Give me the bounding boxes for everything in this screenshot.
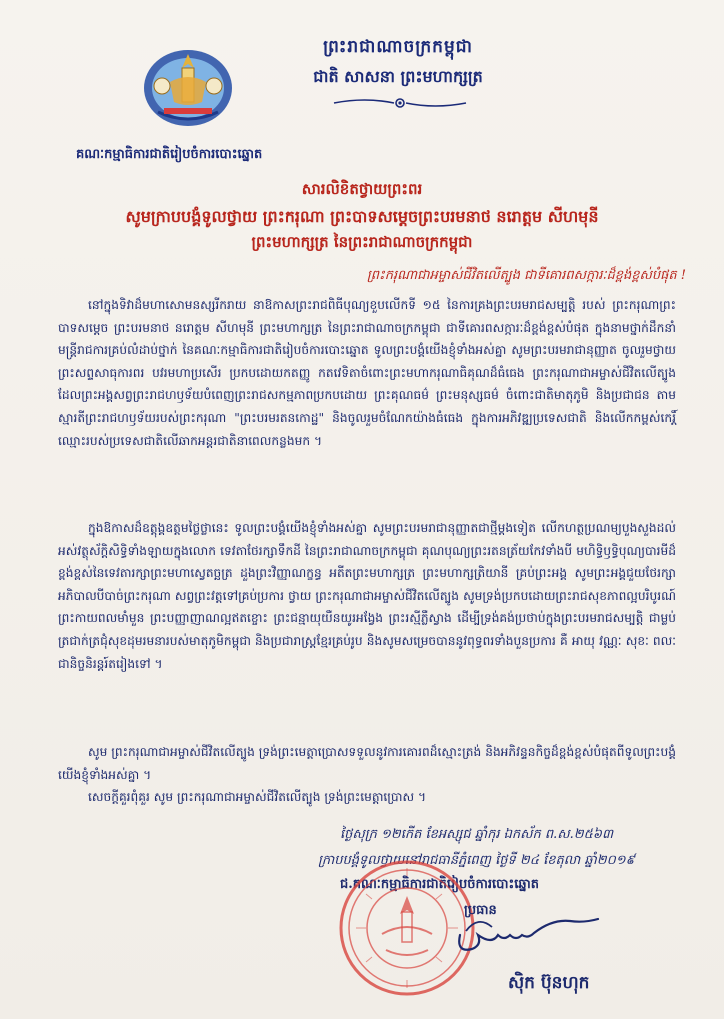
paragraph-2: [58, 517, 676, 675]
handwritten-signature-icon: [452, 905, 602, 965]
royal-emblem-icon: [140, 42, 236, 128]
paragraph-4-text: សេចក្តីគួរពុំគួរ សូម ព្រះករុណាជាអម្ចាស់ជីវិតលើត្បូង ទ្រង់ព្រះមេត្តាប្រោស ។: [88, 790, 427, 804]
letter-title: សារលិខិតថ្វាយព្រះពរ: [301, 180, 423, 198]
paragraph-4: [58, 786, 676, 809]
lunar-date: ថ្ងៃសុក្រ ១២កើត ខែអស្សុជ ឆ្នាំកុរ ឯកស័ក ព.ស.២៥៦៣: [340, 827, 614, 842]
place-and-date: ក្រាបបង្គំទូលថ្វាយនៅរាជធានីភ្នំពេញ ថ្ងៃទី ២៤ ខែតុលា ឆ្នាំ២០១៩: [318, 853, 635, 868]
paragraph-2-text: ក្នុងឱកាសដ៏ឧត្តុង្គឧត្តមថ្លៃថ្លានេះ ទូលព្រះបង្គំយើងខ្ញុំទាំងអស់គ្នា សូមព្រះបរមរាជានុញ្ញាតជាថ្មីម្តងទៀត លើកហត្ថប្រណម្យបួងសួងដល់អស់វត្ថុស័ក្តិសិទ្ធិទាំងឡាយក្នុងលោក ទេវតាថែរក្សាទឹកដី នៃព្រះរាជាណាចក្រកម្ពុជា គុណបុណ្យព្រះរតនត្រ័យកែវទាំងបី មហិទ្ធិឫទ្ធិបុណ្យបារមីដ៏ខ្ពង់ខ្ពស់នៃទេវតារក្សាព្រះមហាស្វេតច្ឆត្រ ដួងព្រះវិញ្ញាណក្ខន្ធ អតីតព្រះមហាក្សត្រ ព្រះមហាក្សត្រិយានី គ្រប់ព្រះអង្គ សូមព្រះអង្គជួយថែរក្សាអភិបាលបីបាច់ព្រះករុណា សព្វព្រះវត្តទៅគ្រប់ប្រការ ថ្វាយ ព្រះករុណាជាអម្ចាស់ជីវិតលើត្បូង សូមទ្រង់ប្រកបដោយព្រះរាជសុខភាពល្អបរិបូរណ៍ ព្រះកាយពលមាំមួន ព្រះបញ្ញាញាណល្អឥតខ្ចោះ ព្រះជន្មាយុយឺនយូរអង្វែង ព្រះរស្មីភ្លឺស្វាង ដើម្បីទ្រង់គង់ប្រថាប់ក្នុងព្រះបរមរាជសម្បត្តិ ជាម្លប់ត្រជាក់ត្រជុំសុខដុមរមនារបស់មាតុភូមិកម្ពុជា និងប្រជារាស្ត្រខ្មែរគ្រប់រូប និងសូមសម្រេចបាននូវពុទ្ធពរទាំងបួនប្រការ គឺ អាយុ វណ្ណៈ សុខៈ ពលៈ ជានិច្ចនិរន្តរ៍តរៀងទៅ ។: [58, 521, 676, 671]
paragraph-1-text: នៅក្នុងទិវាដ៏មហាសោមនស្សរីករាយ នាឱកាសព្រះរាជពិធីបុណ្យខួបលើកទី ១៥ នៃការគ្រងព្រះបរមរាជសម្បត្តិ របស់ ព្រះករុណាព្រះបាទសម្តេច ព្រះបរមនាថ នរោត្តម សីហមុនី ព្រះមហាក្សត្រ នៃព្រះរាជាណាចក្រកម្ពុជា ជាទីគោរពសក្ការៈដ៏ខ្ពង់ខ្ពស់បំផុត ក្នុងនាមថ្នាក់ដឹកនាំ មន្ត្រីរាជការគ្រប់លំដាប់ថ្នាក់ នៃគណៈកម្មាធិការជាតិរៀបចំការបោះឆ្នោត ទូលព្រះបង្គំយើងខ្ញុំទាំងអស់គ្នា សូមព្រះបរមរាជានុញ្ញាត ចូលរួមថ្វាយព្រះសព្ទសាធុការពរ បវរមហាប្រសើរ ប្រកបដោយកតញ្ញូ កតវេទិតាចំពោះព្រះមហាករុណាធិគុណដ៏ធំធេង ព្រះករុណាជាអម្ចាស់ជីវិតលើត្បូង ដែលព្រះអង្គសព្វព្រះរាជហឫទ័យបំពេញព្រះរាជសកម្មភាពប្រកបដោយ ព្រះគុណធម៌ ព្រះមនុស្សធម៌ ចំពោះជាតិមាតុភូមិ និងប្រជាជន តាមស្មារតីព្រះរាជហឫទ័យរបស់ព្រះករុណា "ព្រះបរមរតនកោដ្ឋ" និងចូលរួមចំណែកយ៉ាងធំធេង ក្នុងការអភិវឌ្ឍប្រទេសជាតិ និងលើកកម្ពស់កេរ្តិ៍ឈ្មោះរបស់ប្រទេសជាតិលើឆាកអន្តរជាតិនាពេលកន្លងមក ។: [58, 298, 676, 448]
header-ornament-icon: [330, 96, 470, 110]
letter-addressee-line2: ព្រះមហាក្សត្រ នៃព្រះរាជាណាចក្រកម្ពុជា: [251, 233, 473, 251]
signatory-title: ប្រធាន: [464, 903, 497, 918]
national-motto: ជាតិ សាសនា ព្រះមហាក្សត្រ: [313, 67, 483, 86]
paragraph-1: [58, 294, 676, 452]
kingdom-title: ព្រះរាជាណាចក្រកម្ពុជា: [323, 37, 473, 57]
paragraph-3: [58, 741, 676, 786]
signatory-name: ស៊ិក ប៊ុនហុក: [508, 973, 590, 993]
issuing-committee: គណៈកម្មាធិការជាតិរៀបចំការបោះឆ្នោត: [76, 147, 263, 162]
salutation: ព្រះករុណាជាអម្ចាស់ជីវិតលើត្បូង ជាទីគោរពសក្ការៈដ៏ខ្ពង់ខ្ពស់បំផុត !: [366, 268, 686, 283]
signatory-organization: ជ.គណៈកម្មាធិការជាតិរៀបចំការបោះឆ្នោត: [340, 877, 539, 892]
letter-addressee-line1: សូមក្រាបបង្គំទូលថ្វាយ ព្រះករុណា ព្រះបាទសម្តេចព្រះបរមនាថ នរោត្តម សីហមុនី: [125, 207, 599, 226]
paragraph-3-text: សូម ព្រះករុណាជាអម្ចាស់ជីវិតលើត្បូង ទ្រង់ព្រះមេត្តាប្រោសទទួលនូវការគោរពដ៏ស្មោះត្រង់ និងអភិវន្ទនកិច្ចដ៏ខ្ពង់ខ្ពស់បំផុតពីទូលព្រះបង្គំយើងខ្ញុំទាំងអស់គ្នា ។: [58, 745, 676, 782]
